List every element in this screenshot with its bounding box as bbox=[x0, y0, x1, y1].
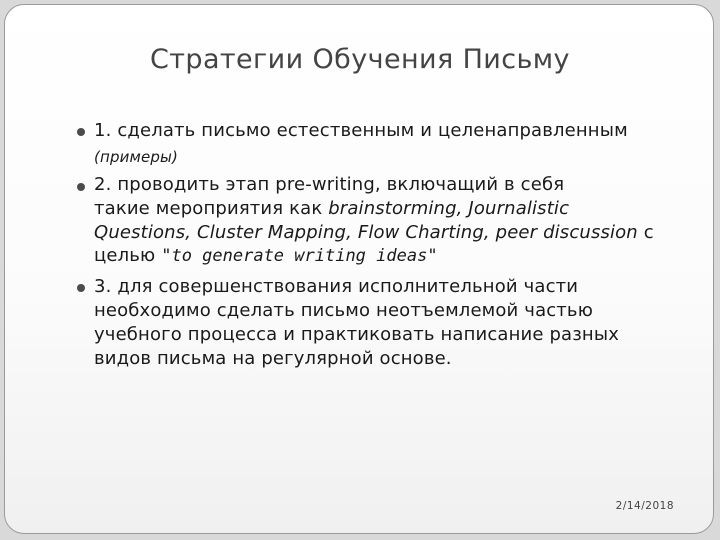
bullet-dot bbox=[77, 284, 85, 292]
point-2-line-3 bbox=[94, 222, 654, 243]
point-2-line-3-tail: с bbox=[637, 222, 654, 243]
slide-title: Стратегии Обучения Письму bbox=[150, 44, 570, 75]
point-2-line-2-text: такие мероприятия как bbox=[94, 198, 329, 219]
bullet-dot bbox=[77, 128, 85, 136]
point-2-terms-1: brainstorming, Journalistic bbox=[328, 198, 570, 219]
point-3-line-2: необходимо сделать письмо неотъемлемой частью bbox=[94, 300, 593, 321]
point-3-line-1: 3. для совершенствования исполнительной части bbox=[94, 276, 579, 297]
point-1-text: 1. сделать письмо естественным и целенаправленным bbox=[94, 120, 628, 141]
point-2-terms-2: Questions, Cluster Mapping, Flow Charting, peer discussion bbox=[94, 222, 638, 243]
point-2-line-4-text: целью bbox=[94, 245, 162, 266]
point-2-line-2 bbox=[94, 198, 569, 219]
point-3-line-3: учебного процесса и практиковать написание разных bbox=[94, 324, 620, 345]
point-2-quote: "to generate writing ideas" bbox=[161, 246, 438, 266]
bullet-dot bbox=[77, 183, 85, 191]
point-1-note: (примеры) bbox=[94, 148, 179, 166]
point-2-line-1: 2. проводить этап pre-writing, включащий в себя bbox=[94, 174, 565, 195]
slide-date: 2/14/2018 bbox=[615, 500, 674, 512]
point-3-line-4: видов письма на регулярной основе. bbox=[94, 348, 452, 369]
point-2-line-4 bbox=[94, 245, 438, 266]
